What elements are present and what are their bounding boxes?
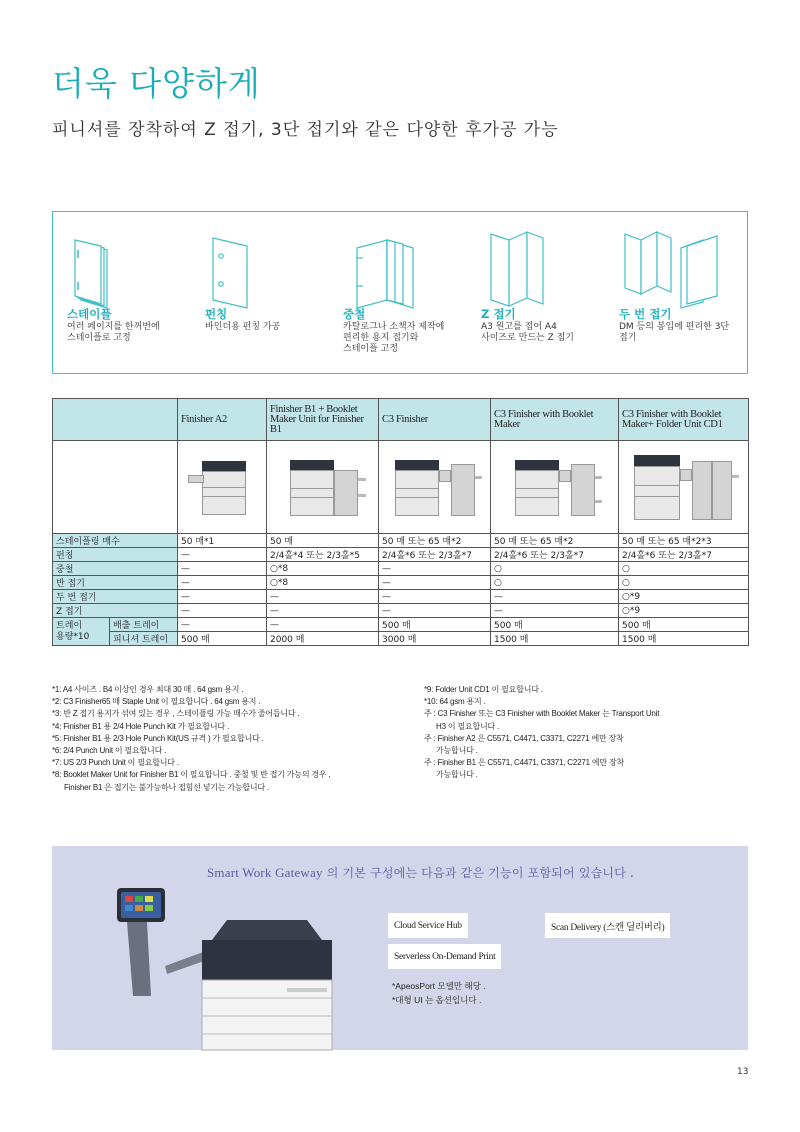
smart-work-note: *ApeosPort 모델만 해당 . — [392, 981, 486, 991]
table-cell: 2/4홀*6 또는 2/3홀*7 — [491, 548, 619, 562]
table-cell: 3000 매 — [379, 632, 491, 646]
table-cell: — — [267, 604, 379, 618]
table-cell: 2/4홀*6 또는 2/3홀*7 — [379, 548, 491, 562]
footnote: 가능합니다 . — [436, 746, 478, 756]
feature-saddle-stitch — [329, 212, 469, 372]
image-row-label — [53, 441, 178, 534]
column-header: C3 Finisher — [379, 399, 491, 441]
punch-icon — [205, 220, 285, 310]
row-label: 피니셔 트레이 — [110, 632, 178, 646]
row-label: 스테이플링 매수 — [53, 534, 178, 548]
footnote: *2: C3 Finisher65 매 Staple Unit 이 필요합니다 . 64 gsm 용지 . — [52, 697, 261, 707]
table-cell: — — [267, 590, 379, 604]
column-header: C3 Finisher with Booklet Maker — [491, 399, 619, 441]
table-row — [53, 534, 749, 548]
printer-image — [491, 441, 619, 534]
feature-desc: 여러 페이지를 한꺼번에 스테이플로 고정 — [67, 322, 160, 343]
page-subtitle: 피니셔를 장착하여 Z 접기, 3단 접기와 같은 다양한 후가공 가능 — [52, 120, 559, 140]
table-cell: ○ — [491, 576, 619, 590]
table-cell: ○*8 — [267, 576, 379, 590]
printer-illustration — [107, 876, 367, 1051]
table-cell: — — [178, 562, 267, 576]
finisher-spec-table — [52, 398, 749, 646]
table-cell: ○ — [619, 562, 749, 576]
table-row — [53, 576, 749, 590]
page-number: 13 — [737, 1067, 749, 1077]
table-cell: 500 매 — [619, 618, 749, 632]
footnote: 가능합니다 . — [436, 770, 478, 780]
feature-desc: 바인더용 펀칭 가공 — [205, 322, 281, 332]
smart-work-title-ko: 의 기본 구성에는 다음과 같은 기능이 포함되어 있습니다 . — [322, 866, 635, 880]
table-row — [53, 618, 749, 632]
table-cell: — — [178, 604, 267, 618]
table-row — [53, 590, 749, 604]
footnote: *4: Finisher B1 용 2/4 Hole Punch Kit 가 필요합니다 . — [52, 721, 229, 731]
feature-punch — [191, 212, 331, 372]
feature-tri-fold — [605, 212, 745, 372]
table-cell: — — [178, 576, 267, 590]
feature-chip-scan-delivery: Scan Delivery (스캔 딜리버리) — [545, 913, 670, 938]
feature-z-fold — [467, 212, 607, 372]
footnote: *9: Folder Unit CD1 이 필요합니다 . — [424, 685, 543, 694]
column-header: C3 Finisher with Booklet Maker+ Folder Unit CD1 — [619, 399, 749, 441]
table-cell: — — [178, 618, 267, 632]
table-cell: 50 매*1 — [178, 534, 267, 548]
table-cell: 500 매 — [491, 618, 619, 632]
staple-icon — [67, 220, 147, 310]
footnote: *7: US 2/3 Punch Unit 이 필요합니다 . — [52, 758, 179, 768]
printer-image — [379, 441, 491, 534]
table-row — [53, 604, 749, 618]
table-cell: 2000 매 — [267, 632, 379, 646]
footnote: *10: 64 gsm 용지 . — [424, 697, 486, 707]
feature-staple — [53, 212, 193, 372]
table-cell: — — [267, 618, 379, 632]
table-cell: 50 매 — [267, 534, 379, 548]
table-cell: ○*8 — [267, 562, 379, 576]
feature-name: 스테이플 — [67, 307, 112, 321]
table-cell: ○*9 — [619, 590, 749, 604]
smart-work-title-en: Smart Work Gateway — [207, 865, 323, 880]
z-fold-icon — [481, 220, 561, 310]
printer-image — [178, 441, 267, 534]
smart-work-gateway-panel — [52, 846, 748, 1050]
table-cell: 2/4홀*4 또는 2/3홀*5 — [267, 548, 379, 562]
feature-chip-cloud-service-hub: Cloud Service Hub — [388, 913, 468, 938]
saddle-stitch-icon — [343, 220, 423, 310]
table-cell: — — [379, 604, 491, 618]
tri-fold-icon — [619, 220, 729, 310]
footnote: *1: A4 사이즈 . B4 이상인 경우 최대 30 매 . 64 gsm 용지 . — [52, 685, 244, 694]
table-cell: — — [379, 562, 491, 576]
table-cell: ○*9 — [619, 604, 749, 618]
table-cell: — — [178, 548, 267, 562]
feature-name: 두 번 접기 — [619, 307, 672, 321]
column-header: Finisher A2 — [178, 399, 267, 441]
column-header: Finisher B1 + Booklet Maker Unit for Finisher B1 — [267, 399, 379, 441]
table-row — [53, 632, 749, 646]
footnote: *8: Booklet Maker Unit for Finisher B1 이 필요합니다 . 중철 및 반 접기 가능의 경우 , — [52, 770, 331, 780]
table-row — [53, 548, 749, 562]
footnote: *5: Finisher B1 용 2/3 Hole Punch Kit(US 규격 ) 가 필요합니다 . — [52, 733, 264, 743]
tray-capacity-label: 트레이 용량*10 — [53, 618, 110, 646]
table-cell: ○ — [491, 562, 619, 576]
row-label: 중철 — [53, 562, 178, 576]
feature-name: Z 접기 — [481, 307, 516, 321]
footnote: 주 : Finisher A2 은 C5571, C4471, C3371, C2271 에만 장착 — [424, 733, 624, 743]
row-label: 배출 트레이 — [110, 618, 178, 632]
table-cell: 1500 매 — [491, 632, 619, 646]
finishing-features-panel — [52, 211, 748, 374]
row-label: 두 번 접기 — [53, 590, 178, 604]
printer-image — [619, 441, 749, 534]
row-label: 펀칭 — [53, 548, 178, 562]
smart-work-note: *대형 UI 는 옵션입니다 . — [392, 995, 482, 1005]
table-cell: 50 매 또는 65 매*2 — [379, 534, 491, 548]
table-cell: ○ — [619, 576, 749, 590]
table-cell: 500 매 — [379, 618, 491, 632]
feature-desc: 카탈로그나 소책자 제작에 편리한 용지 접기와 스테이플 고정 — [343, 322, 445, 354]
printer-image — [267, 441, 379, 534]
table-cell: — — [178, 590, 267, 604]
table-cell: — — [379, 590, 491, 604]
table-cell: 500 매 — [178, 632, 267, 646]
page-title: 더욱 다양하게 — [52, 64, 261, 103]
table-cell: 50 매 또는 65 매*2 — [491, 534, 619, 548]
feature-desc: A3 원고를 접어 A4 사이즈로 만드는 Z 접기 — [481, 322, 574, 343]
row-label: 반 접기 — [53, 576, 178, 590]
table-cell: — — [491, 590, 619, 604]
footnote: Finisher B1 은 접기는 불가능하나 접힘선 넣기는 가능합니다 . — [64, 782, 270, 792]
footnotes-left — [52, 684, 397, 794]
feature-name: 중철 — [343, 307, 366, 321]
table-cell: 50 매 또는 65 매*2*3 — [619, 534, 749, 548]
feature-chip-serverless-print: Serverless On-Demand Print — [388, 944, 501, 969]
table-cell: 2/4홀*6 또는 2/3홀*7 — [619, 548, 749, 562]
table-cell: — — [379, 576, 491, 590]
footnote: *6: 2/4 Punch Unit 이 필요합니다 . — [52, 746, 167, 756]
footnote: 주 : Finisher B1 은 C5571, C4471, C3371, C2271 에만 장착 — [424, 758, 625, 768]
table-cell: — — [491, 604, 619, 618]
table-row — [53, 562, 749, 576]
footnote: H3 이 필요합니다 . — [436, 721, 500, 731]
footnote: *3: 반 Z 접기 용지가 섞여 있는 경우 , 스테이플링 가능 매수가 줄어듭니다 . — [52, 709, 300, 719]
footnote: 주 : C3 Finisher 또는 C3 Finisher with Booklet Maker 는 Transport Unit — [424, 709, 660, 719]
footnotes-right — [424, 684, 754, 782]
table-cell: 1500 매 — [619, 632, 749, 646]
feature-desc: DM 등의 봉입에 편리한 3단 접기 — [619, 322, 730, 343]
feature-name: 펀칭 — [205, 307, 228, 321]
table-corner — [53, 399, 178, 441]
row-label: Z 접기 — [53, 604, 178, 618]
